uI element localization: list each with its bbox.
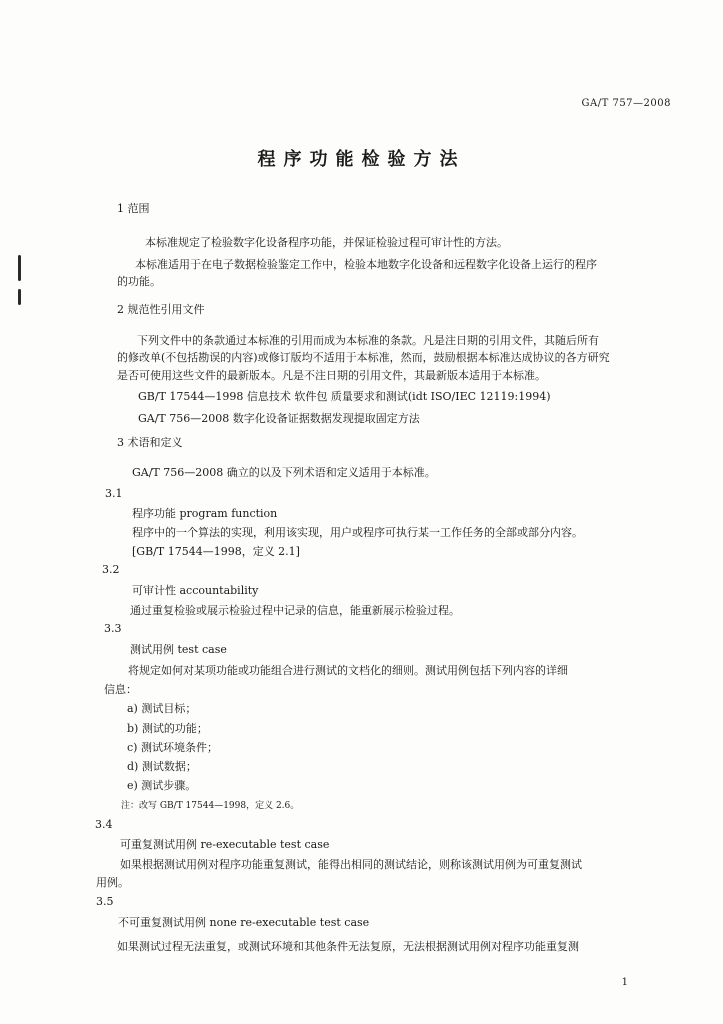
section-heading: 3 术语和定义 [117,436,183,449]
term-definition: 如果测试过程无法重复，或测试环境和其他条件无法复原，无法根据测试用例对程序功能重复测 [117,940,579,953]
term-definition: 如果根据测试用例对程序功能重复测试，能得出相同的测试结论，则称该测试用例为可重复测试 [120,858,582,871]
term-definition: 程序中的一个算法的实现，利用该实现，用户或程序可执行某一工作任务的全部或部分内容。 [132,526,583,539]
page-number: 1 [621,977,628,988]
paragraph: 下列文件中的条款通过本标准的引用而成为本标准的条款。凡是注日期的引用文件，其随后所有 [137,334,599,347]
term-definition: 用例。 [96,876,129,889]
paragraph: 的功能。 [117,275,161,288]
list-item: c) 测试环境条件； [127,741,218,754]
term-reference: [GB/T 17544—1998，定义 2.1] [132,545,300,558]
paragraph: GA/T 756—2008 确立的以及下列术语和定义适用于本标准。 [132,466,436,479]
term-definition: 通过重复检验或展示检验过程中记录的信息，能重新展示检验过程。 [130,604,460,617]
paragraph: 是否可使用这些文件的最新版本。凡是不注日期的引用文件，其最新版本适用于本标准。 [117,369,546,382]
term-title: 可审计性 accountability [132,584,259,597]
reference-item: GA/T 756—2008 数字化设备证据数据发现提取固定方法 [138,412,420,425]
paragraph: 的修改单(不包括勘误的内容)或修订版均不适用于本标准，然而，鼓励根据本标准达成协议的各方研究 [117,351,610,364]
list-item: e) 测试步骤。 [127,779,197,792]
term-title: 程序功能 program function [132,507,278,520]
term-number: 3.1 [105,487,123,500]
term-title: 测试用例 test case [130,643,227,656]
list-item: b) 测试的功能； [127,722,208,735]
standard-code: GA/T 757—2008 [581,98,671,109]
term-number: 3.2 [102,563,120,576]
paragraph: 本标准规定了检验数字化设备程序功能，并保证检验过程可审计性的方法。 [145,236,508,249]
page-title: 程序功能检验方法 [257,149,466,170]
reference-item: GB/T 17544—1998 信息技术 软件包 质量要求和测试(idt ISO/IEC 12119:1994) [138,390,551,403]
margin-mark [18,255,21,281]
note: 注：改写 GB/T 17544—1998，定义 2.6。 [121,801,300,811]
term-title: 可重复测试用例 re-executable test case [120,838,330,851]
term-definition: 将规定如何对某项功能或功能组合进行测试的文档化的细则。测试用例包括下列内容的详细 [128,664,568,677]
margin-mark [18,289,21,305]
section-heading: 1 范围 [117,202,150,215]
list-item: d) 测试数据； [127,760,197,773]
term-number: 3.3 [104,622,122,635]
term-number: 3.5 [96,895,114,908]
paragraph: 本标准适用于在电子数据检验鉴定工作中，检验本地数字化设备和远程数字化设备上运行的程序 [135,258,597,271]
term-title: 不可重复测试用例 none re-executable test case [118,916,370,929]
section-heading: 2 规范性引用文件 [117,303,205,316]
term-definition: 信息： [104,683,137,696]
term-number: 3.4 [95,818,113,831]
list-item: a) 测试目标； [127,702,197,715]
